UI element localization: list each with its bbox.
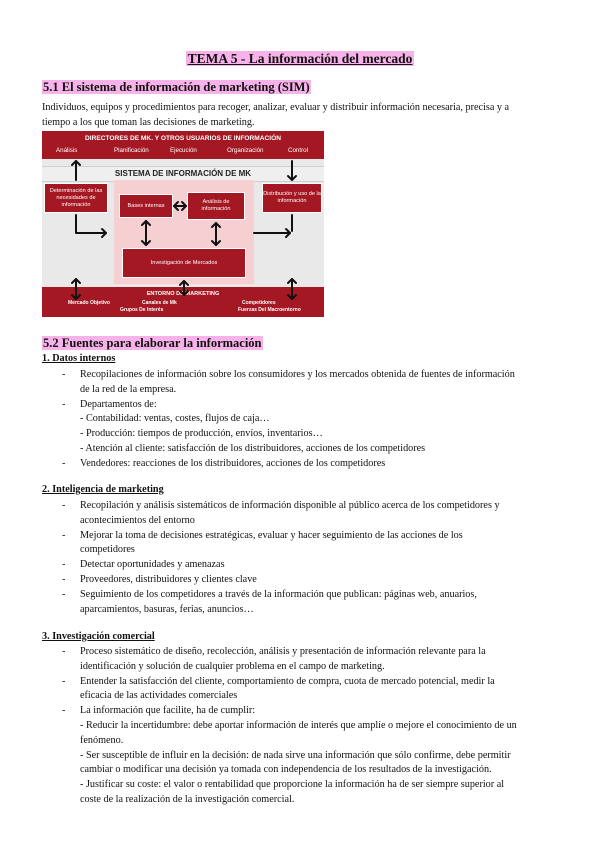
function-label: Análisis: [56, 147, 78, 154]
list-item: - Mejorar la toma de decisiones estratégicas, evaluar y hacer seguimiento de las acciones de los competidores: [62, 529, 463, 556]
function-label: Control: [288, 147, 308, 154]
function-label: Organización: [227, 147, 264, 154]
diagram-users-bar: DIRECTORES DE MK. Y OTROS USUARIOS DE INFORMACIÓN Análisis Planificación Ejecución Organización Control: [42, 131, 324, 159]
section-heading-5-2: 5.2 Fuentes para elaborar la información: [43, 336, 262, 350]
page-title: TEMA 5 - La información del mercado: [187, 51, 413, 66]
function-label: Planificación: [114, 147, 149, 154]
list-item: - Proveedores, distribuidores y clientes clave: [62, 573, 257, 585]
environment-title: ENTORNO DE MARKETING: [146, 291, 220, 297]
list-item: - Detectar oportunidades y amenazas: [62, 559, 225, 571]
inteligencia-list: [42, 499, 562, 617]
subheading-investigacion: 3. Investigación comercial: [42, 631, 155, 642]
list-item: - Entender la satisfacción del cliente, comportamiento de compra, cuota de mercado potencial, medir la eficacia de las actividades comerciales: [62, 675, 495, 702]
list-item: - Recopilación y análisis sistemáticos de información disponible al público acerca de los competidores y acontecimientos del entorno: [62, 500, 500, 526]
environment-item: Fuerzas Del Macroentorno: [238, 307, 301, 313]
sim-definition: Individuos, equipos y procedimientos para recoger, analizar, evaluar y distribuir información necesaria, precisa y a tiempo a los que toman las decisiones de marketing.: [42, 102, 510, 128]
investigacion-list: [42, 645, 562, 808]
list-item: - Vendedores: reacciones de los distribuidores, acciones de los competidores: [62, 457, 386, 469]
datos-internos-list: [42, 368, 562, 472]
list-item: - Departamentos de: - Contabilidad: ventas, costes, flujos de caja… - Producción: tiempos de producción, envíos, inventarios… - Atención al cliente: satisfacción de los distribuidores, acciones de los competidores: [62, 398, 426, 454]
market-research-box: Investigación de Mercados: [122, 248, 246, 278]
needs-box: Determinación de las necesidades de información: [44, 183, 108, 213]
internal-bases-box: Bases internas: [119, 194, 173, 218]
list-item: - Proceso sistemático de diseño, recolección, análisis y presentación de información relevante para la identificación y solución de cualquier problema en el campo de marketing.: [62, 646, 486, 672]
environment-item: Mercado Objetivo: [68, 300, 110, 306]
diagram-arrows: [42, 131, 324, 317]
analysis-box: Análisis de información: [187, 192, 245, 220]
list-item: - La información que facilite, ha de cumplir: - Reducir la incertidumbre: debe aportar información de interés que amplíe o mejore el conocimiento de un fenómeno. - Ser susceptible de influir en la decisión: de nada sirve una información que sólo confirme, debe permitir cambiar o modificar una decisión ya tomada con independencia de los resultados de la investigación. - Justificar su coste: el valor o rentabilidad que proporcione la información ha de ser siempre superior al coste de la realización de la investigación comercial.: [62, 705, 517, 805]
list-item: - Recopilaciones de información sobre los consumidores y los mercados obtenida de fuentes de información de la red de la empresa.: [62, 369, 515, 395]
sim-diagram: [42, 131, 324, 317]
environment-item: Canales de Mk: [142, 300, 177, 306]
environment-item: Grupos De Interés: [120, 307, 164, 313]
list-item: - Seguimiento de los competidores a través de la información que publican: páginas web, anuarios, aparcamientos, basuras, ferias, anuncios…: [62, 588, 477, 615]
distribution-box: Distribución y uso de la información: [262, 183, 322, 213]
subheading-inteligencia: 2. Inteligencia de marketing: [42, 484, 164, 495]
section-heading-5-1: 5.1 El sistema de información de marketing (SIM): [43, 80, 310, 94]
environment-item: Competidores: [242, 300, 276, 306]
function-label: Ejecución: [170, 147, 197, 154]
subheading-datos-internos: 1. Datos internos: [42, 353, 116, 364]
system-title: SISTEMA DE INFORMACIÓN DE MK: [42, 166, 324, 182]
